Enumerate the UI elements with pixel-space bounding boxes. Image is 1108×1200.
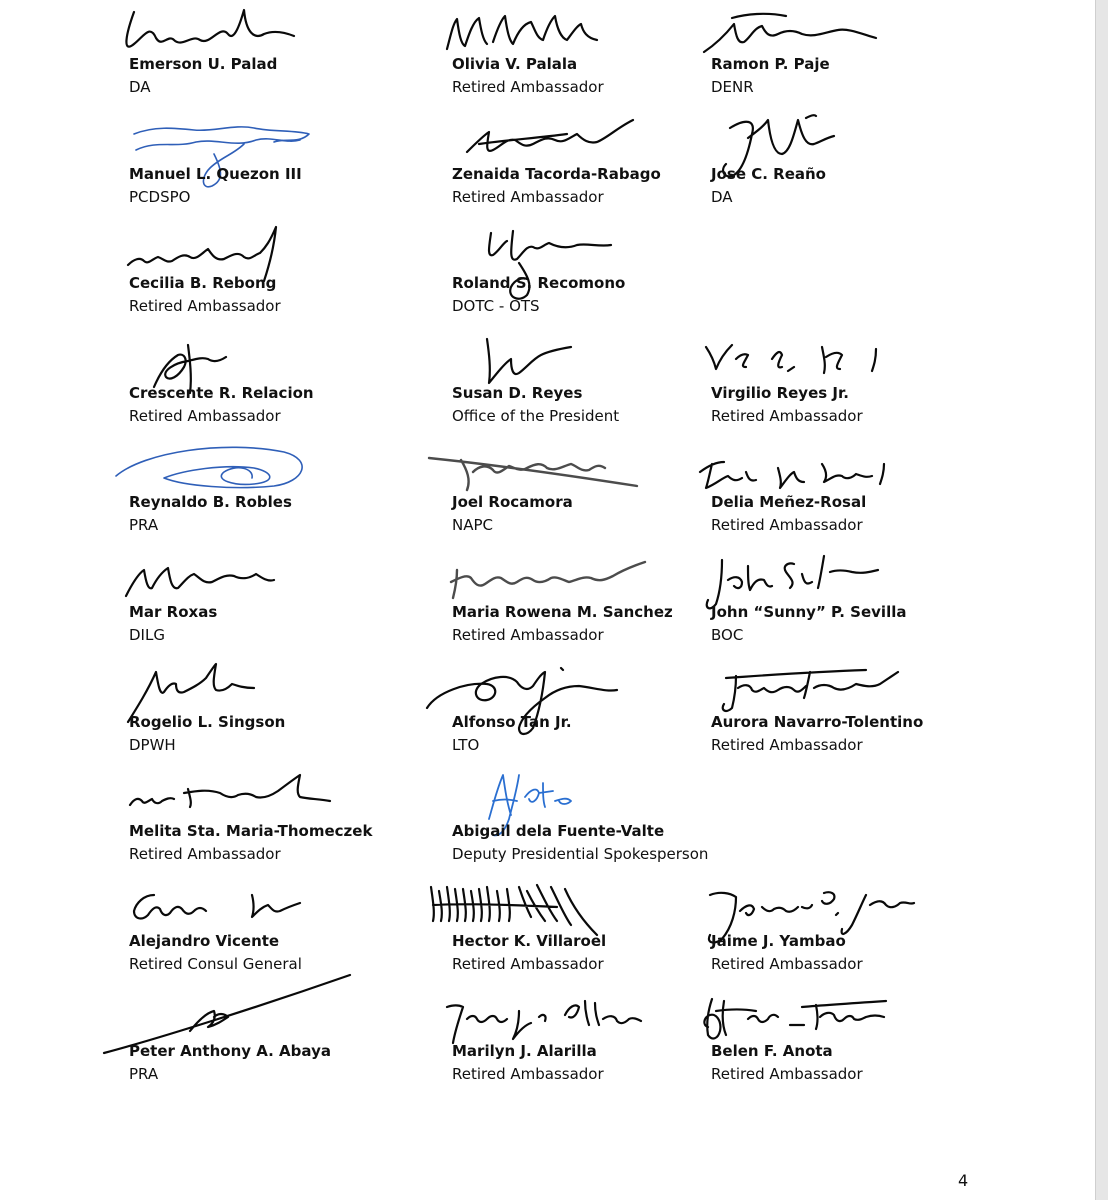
signatory-block xyxy=(129,110,459,220)
signatory-title: Retired Ambassador xyxy=(711,736,863,754)
signatory-block xyxy=(711,987,1041,1097)
signatory-title: Retired Ambassador xyxy=(452,1065,604,1083)
signatory-block xyxy=(129,548,459,658)
viewer-scrollbar-track[interactable] xyxy=(1095,0,1108,1200)
signatory-name: Jose C. Reaño xyxy=(711,165,826,183)
signatory-block xyxy=(452,219,782,329)
signatory-block xyxy=(129,219,459,329)
signatory-title: DA xyxy=(129,78,151,96)
signatory-title: LTO xyxy=(452,736,480,754)
signatory-block xyxy=(129,877,459,987)
signatory-title: Office of the President xyxy=(452,407,620,425)
signatory-title: Retired Ambassador xyxy=(129,297,281,315)
signatory-block xyxy=(129,767,459,877)
signatory-title: DA xyxy=(711,188,733,206)
signatory-block xyxy=(711,548,1041,658)
signatory-title: DOTC - OTS xyxy=(452,297,540,315)
signatory-name: Ramon P. Paje xyxy=(711,55,830,73)
signatory-name: Virgilio Reyes Jr. xyxy=(711,384,849,402)
signatory-title: NAPC xyxy=(452,516,494,534)
signatory-title: DPWH xyxy=(129,736,176,754)
signatory-title: PRA xyxy=(129,1065,159,1083)
signatory-name: Peter Anthony A. Abaya xyxy=(129,1042,331,1060)
signatory-block xyxy=(452,767,782,877)
signatory-title: Retired Ambassador xyxy=(711,516,863,534)
signatory-title: Retired Ambassador xyxy=(711,955,863,973)
signatory-name: Mar Roxas xyxy=(129,603,218,621)
signatory-block xyxy=(129,438,459,548)
signatory-block xyxy=(711,329,1041,439)
signatory-name: Joel Rocamora xyxy=(452,493,573,511)
signatory-block xyxy=(129,987,459,1097)
signatory-block xyxy=(129,329,459,439)
signatory-block xyxy=(711,0,1041,110)
signatory-title: BOC xyxy=(711,626,744,644)
signatory-title: Retired Ambassador xyxy=(129,845,281,863)
signatory-name: Aurora Navarro-Tolentino xyxy=(711,713,924,731)
signatory-block xyxy=(129,0,459,110)
signatory-title: Retired Ambassador xyxy=(452,626,604,644)
signatory-name: Alfonso Tan Jr. xyxy=(452,713,572,731)
signatory-title: DENR xyxy=(711,78,754,96)
signatory-name: Manuel L. Quezon III xyxy=(129,165,302,183)
signatory-name: Melita Sta. Maria-Thomeczek xyxy=(129,822,373,840)
signatory-name: Cecilia B. Rebong xyxy=(129,274,277,292)
signatory-name: Reynaldo B. Robles xyxy=(129,493,292,511)
signatory-name: Susan D. Reyes xyxy=(452,384,583,402)
signatory-title: Retired Ambassador xyxy=(129,407,281,425)
signatory-block xyxy=(711,877,1041,987)
signatory-name: Crescente R. Relacion xyxy=(129,384,314,402)
signatory-name: Rogelio L. Singson xyxy=(129,713,286,731)
signatory-title: Retired Ambassador xyxy=(452,78,604,96)
signatory-block xyxy=(129,658,459,768)
signatory-title: Retired Ambassador xyxy=(711,407,863,425)
signatory-name: Olivia V. Palala xyxy=(452,55,578,73)
signatory-title: PCDSPO xyxy=(129,188,191,206)
signatory-name: Delia Meñez-Rosal xyxy=(711,493,867,511)
signatory-name: Zenaida Tacorda-Rabago xyxy=(452,165,661,183)
signatory-name: John “Sunny” P. Sevilla xyxy=(711,603,907,621)
signatory-name: Marilyn J. Alarilla xyxy=(452,1042,597,1060)
signatory-name: Abigail dela Fuente-Valte xyxy=(452,822,665,840)
page-number: 4 xyxy=(958,1171,969,1190)
signatory-title: Deputy Presidential Spokesperson xyxy=(452,845,709,863)
signatory-block xyxy=(711,110,1041,220)
signatory-name: Alejandro Vicente xyxy=(129,932,280,950)
signatory-name: Hector K. Villaroel xyxy=(452,932,607,950)
signatory-block xyxy=(711,438,1041,548)
signatory-title: Retired Consul General xyxy=(129,955,302,973)
signatory-name: Roland S. Recomono xyxy=(452,274,626,292)
signatory-name: Emerson U. Palad xyxy=(129,55,278,73)
signatory-name: Belen F. Anota xyxy=(711,1042,833,1060)
signatory-title: PRA xyxy=(129,516,159,534)
signatory-name: Maria Rowena M. Sanchez xyxy=(452,603,673,621)
signatory-block xyxy=(711,658,1041,768)
signatory-title: Retired Ambassador xyxy=(452,955,604,973)
signatory-title: DILG xyxy=(129,626,165,644)
signatory-name: Jaime J. Yambao xyxy=(711,932,846,950)
signatory-title: Retired Ambassador xyxy=(711,1065,863,1083)
signatory-title: Retired Ambassador xyxy=(452,188,604,206)
